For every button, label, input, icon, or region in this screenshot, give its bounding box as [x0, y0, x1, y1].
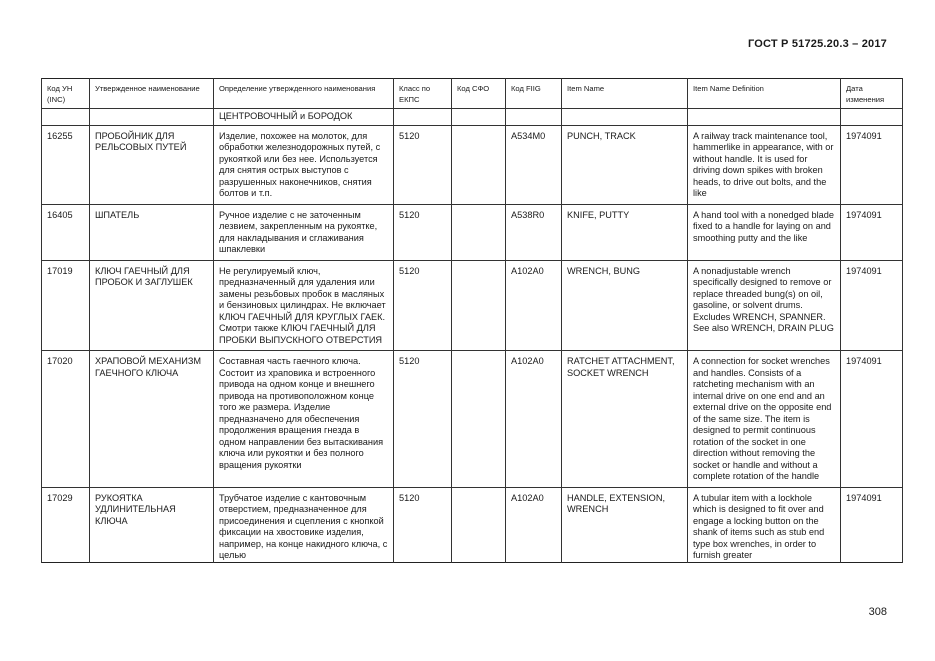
col-header-sfo: Код СФО: [452, 79, 506, 109]
table-row: [42, 487, 903, 562]
cell-inc: 16255: [42, 125, 90, 204]
cell-date: 1974091: [841, 260, 903, 351]
section-continuation-text: ЦЕНТРОВОЧНЫЙ и БОРОДОК: [214, 109, 394, 126]
col-header-class: Класс по ЕКПС: [394, 79, 452, 109]
cell-sfo: [452, 351, 506, 488]
cell-sfo: [452, 260, 506, 351]
cell-date: 1974091: [841, 204, 903, 260]
table-row: [42, 204, 903, 260]
cell-date: 1974091: [841, 351, 903, 488]
cell-class: 5120: [394, 487, 452, 562]
cell-approved-name: РУКОЯТКА УДЛИНИТЕЛЬНАЯ КЛЮЧА: [90, 487, 214, 562]
cell-fiig: A538R0: [506, 204, 562, 260]
cell-class: 5120: [394, 351, 452, 488]
cell-sfo: [452, 204, 506, 260]
cell-item-definition: A nonadjustable wrench specifically designed to remove or replace threaded bung(s) on oil, gasoline, or solvent drums. Excludes WRENCH, SPANNER. See also WRENCH, DRAIN PLUG: [688, 260, 841, 351]
section-continuation-row: [42, 109, 903, 126]
cell-item-name: RATCHET ATTACHMENT, SOCKET WRENCH: [562, 351, 688, 488]
cell-item-name: WRENCH, BUNG: [562, 260, 688, 351]
page-number: 308: [868, 606, 887, 618]
cell-class: 5120: [394, 260, 452, 351]
col-header-fiig: Код FIIG: [506, 79, 562, 109]
cell-item-definition: A hand tool with a nonedged blade fixed to a handle for laying on and smoothing putty and the like: [688, 204, 841, 260]
cell-definition: Не регулируемый ключ, предназначенный для удаления или замены резьбовых пробок в масляных и бензиновых цилиндрах. Не включает КЛЮЧ ГАЕЧНЫЙ ДЛЯ КРУГЛЫХ ГАЕК. Смотри также КЛЮЧ ГАЕЧНЫЙ ДЛЯ ПРОБКИ ВЫПУСКНОГО ОТВЕРСТИЯ: [214, 260, 394, 351]
cell-date: 1974091: [841, 125, 903, 204]
cell-definition: Ручное изделие с не заточенным лезвием, закрепленным на рукоятке, для накладывания и сглаживания шпаклевки: [214, 204, 394, 260]
cell-sfo: [452, 487, 506, 562]
col-header-item-definition: Item Name Definition: [688, 79, 841, 109]
col-header-approved-name: Утвержденное наименование: [90, 79, 214, 109]
col-header-inc: Код УН (INC): [42, 79, 90, 109]
cell-approved-name: ПРОБОЙНИК ДЛЯ РЕЛЬСОВЫХ ПУТЕЙ: [90, 125, 214, 204]
cell-approved-name: ХРАПОВОЙ МЕХАНИЗМ ГАЕЧНОГО КЛЮЧА: [90, 351, 214, 488]
cell-inc: 17029: [42, 487, 90, 562]
table-row: [42, 260, 903, 351]
cell-item-name: KNIFE, PUTTY: [562, 204, 688, 260]
cell-inc: 16405: [42, 204, 90, 260]
cell-fiig: A102A0: [506, 351, 562, 488]
cell-inc: 17020: [42, 351, 90, 488]
cell-item-definition: A connection for socket wrenches and handles. Consists of a ratcheting mechanism with an internal drive on one end and an external drive on the opposite end of the same size. The item is designed to permit continuous rotation of the socket in one direction without removing the socket or handle and without a complete rotation of the handle: [688, 351, 841, 488]
table-row: [42, 351, 903, 488]
cell-sfo: [452, 125, 506, 204]
table-header-row: [42, 79, 903, 109]
cell-inc: 17019: [42, 260, 90, 351]
col-header-date: Дата изменения: [841, 79, 903, 109]
item-names-table: [41, 78, 903, 563]
cell-approved-name: ШПАТЕЛЬ: [90, 204, 214, 260]
cell-definition: Составная часть гаечного ключа. Состоит из храповика и встроенного привода на одном конце и внешнего привода на противоположном конце того же размера. Изделие предназначено для обеспечения продолжения вращения гнезда в одном направлении без вытаскивания ключа или рукоятки и без полного вращения рукоятки: [214, 351, 394, 488]
cell-fiig: A102A0: [506, 260, 562, 351]
cell-class: 5120: [394, 125, 452, 204]
cell-definition: Изделие, похожее на молоток, для обработки железнодорожных путей, с рукояткой или без нее. Используется для снятия острых выступов с разрушенных наконечников, снятия болтов и т.п.: [214, 125, 394, 204]
col-header-definition: Определение утвержденного наименования: [214, 79, 394, 109]
cell-class: 5120: [394, 204, 452, 260]
cell-definition: Трубчатое изделие с кантовочным отверстием, предназначенное для присоединения и сцепления с кнопкой фиксации на хвостовике изделия, например, на конце накидного ключа, с целью: [214, 487, 394, 562]
table-row: [42, 125, 903, 204]
col-header-item-name: Item Name: [562, 79, 688, 109]
cell-fiig: A534M0: [506, 125, 562, 204]
document-standard-header: ГОСТ Р 51725.20.3 – 2017: [747, 38, 887, 50]
cell-item-definition: A tubular item with a lockhole which is designed to fit over and engage a locking button on the shank of items such as stub end type box wrenches, in order to furnish greater: [688, 487, 841, 562]
cell-item-name: HANDLE, EXTENSION, WRENCH: [562, 487, 688, 562]
cell-approved-name: КЛЮЧ ГАЕЧНЫЙ ДЛЯ ПРОБОК И ЗАГЛУШЕК: [90, 260, 214, 351]
cell-item-name: PUNCH, TRACK: [562, 125, 688, 204]
cell-fiig: A102A0: [506, 487, 562, 562]
cell-date: 1974091: [841, 487, 903, 562]
cell-item-definition: A railway track maintenance tool, hammerlike in appearance, with or without handle. It is used for driving down spikes with broken heads, to drive out bolts, and the like: [688, 125, 841, 204]
